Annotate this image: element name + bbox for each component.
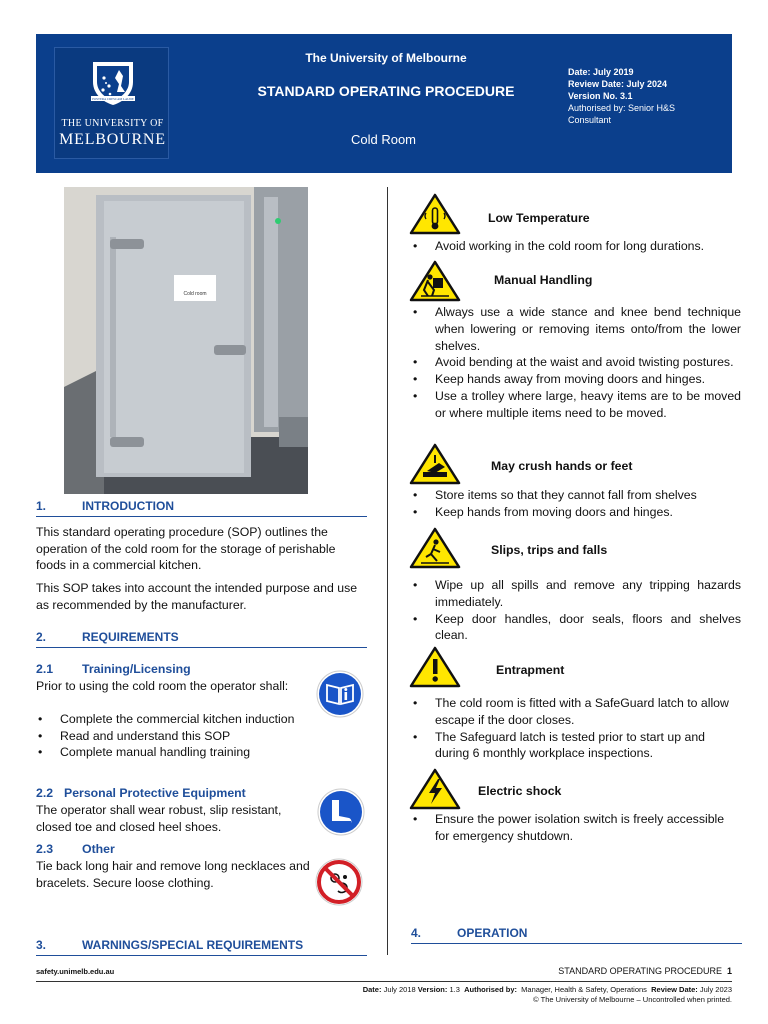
university-logo: [54, 47, 169, 159]
footer-date-label: Date:: [362, 985, 382, 994]
header-version: Version No. 3.1: [568, 91, 633, 101]
subsection-other-heading: [36, 842, 115, 856]
intro-paragraph-1: This standard operating procedure (SOP) outlines the operation of the cold room for the storage of perishable foods in a commercial kitchen.: [36, 525, 336, 572]
subsection-number: 2.1: [36, 662, 54, 676]
section-introduction-heading: [36, 499, 367, 517]
section-number: 3.: [36, 938, 47, 952]
slip-hazard-warning-icon: [409, 527, 461, 569]
low-temperature-list: [411, 238, 741, 255]
footer-doc-type-label: STANDARD OPERATING PROCEDURE: [558, 966, 722, 976]
list-item: • Read and understand this SOP: [36, 728, 316, 745]
crush-list: [411, 487, 741, 521]
header-date: Date: July 2019: [568, 67, 634, 77]
section-title: OPERATION: [457, 926, 528, 940]
other-text: Tie back long hair and remove long necklaces and bracelets. Secure loose clothing.: [36, 859, 310, 890]
intro-paragraph-2: This SOP takes into account the intended purpose and use as recommended by the manufacturer.: [36, 581, 358, 612]
logo-line-1: THE UNIVERSITY OF: [61, 118, 164, 129]
manual-handling-warning-icon: [409, 260, 461, 302]
hazard-title-manual-handling: Manual Handling: [494, 273, 593, 287]
list-item: • Complete the commercial kitchen induction: [36, 711, 316, 728]
footer-copyright: © The University of Melbourne – Uncontrolled when printed.: [533, 995, 732, 1004]
column-divider: [387, 187, 388, 955]
section-title: REQUIREMENTS: [82, 630, 179, 644]
header-banner: [36, 34, 732, 173]
manual-handling-list: [411, 304, 741, 422]
footer-website: safety.unimelb.edu.au: [36, 967, 115, 976]
page-number: 1: [726, 966, 732, 976]
footer-review: July 2023: [699, 985, 732, 994]
list-item: • Complete manual handling training: [36, 744, 316, 761]
hazard-title-crush: May crush hands or feet: [491, 459, 633, 473]
footer-auth-label: Authorised by:: [464, 985, 517, 994]
footer-meta: [300, 985, 732, 1005]
subsection-title: Personal Protective Equipment: [64, 786, 246, 800]
list-item: • Keep door handles, door seals, floors and shelves clean.: [411, 611, 741, 645]
header-review-date: Review Date: July 2024: [568, 79, 668, 89]
list-item: • Keep hands from moving doors and hinges.: [411, 504, 741, 521]
no-jewellery-icon: [315, 858, 363, 906]
subsection-number: 2.3: [36, 842, 54, 856]
hazard-title-slips: Slips, trips and falls: [491, 543, 608, 557]
list-item: • The Safeguard latch is tested prior to start up and during 6 monthly workplace inspections.: [411, 729, 741, 763]
header-meta: [568, 66, 718, 126]
footer-divider: [36, 981, 732, 982]
read-manual-icon: [316, 670, 364, 718]
section-operation-heading: [411, 926, 742, 944]
electric-shock-list: [411, 811, 741, 845]
subsection-training-heading: [36, 662, 191, 676]
list-item: • Avoid working in the cold room for long durations.: [411, 238, 741, 255]
cold-room-photo: [64, 187, 308, 494]
training-list: [36, 711, 316, 761]
hazard-title-electric-shock: Electric shock: [478, 784, 562, 798]
header-authorised: Authorised by: Senior H&S Consultant: [568, 103, 676, 125]
subsection-title: Training/Licensing: [82, 662, 191, 676]
safety-boots-icon: [317, 788, 365, 836]
hazard-title-low-temperature: Low Temperature: [488, 211, 590, 225]
crest-icon: [89, 56, 137, 106]
training-lead: Prior to using the cold room the operator shall:: [36, 679, 289, 693]
header-subject: Cold Room: [350, 132, 417, 147]
section-title: WARNINGS/SPECIAL REQUIREMENTS: [82, 938, 304, 952]
section-warnings-heading: [36, 938, 367, 956]
entrapment-warning-icon: [409, 646, 461, 688]
section-requirements-heading: [36, 630, 367, 648]
header-university: The University of Melbourne: [305, 51, 467, 65]
subsection-number: 2.2: [36, 786, 54, 800]
list-item: • Ensure the power isolation switch is freely accessible for emergency shutdown.: [411, 811, 741, 845]
section-number: 1.: [36, 499, 47, 513]
list-item: • Avoid bending at the waist and avoid twisting postures.: [411, 354, 741, 371]
footer-doc-type: [440, 966, 732, 976]
crush-hazard-warning-icon: [409, 443, 461, 485]
section-number: 4.: [411, 926, 422, 940]
ppe-text: The operator shall wear robust, slip resistant, closed toe and closed heel shoes.: [36, 803, 282, 834]
svg-text:POSTERA CRESCAM LAUDE: POSTERA CRESCAM LAUDE: [92, 97, 134, 101]
list-item: • Store items so that they cannot fall from shelves: [411, 487, 741, 504]
footer-date: July 2018: [383, 985, 416, 994]
header-doc-type: STANDARD OPERATING PROCEDURE: [257, 83, 515, 99]
entrapment-list: [411, 695, 741, 762]
list-item: • Always use a wide stance and knee bend technique when lowering or removing items onto/from the lower shelves.: [411, 304, 741, 354]
footer-review-label: Review Date:: [651, 985, 698, 994]
low-temperature-warning-icon: [409, 193, 461, 235]
list-item: • The cold room is fitted with a SafeGuard latch to allow escape if the door closes.: [411, 695, 741, 729]
subsection-ppe-heading: [36, 786, 246, 800]
subsection-title: Other: [82, 842, 115, 856]
list-item: • Keep hands away from moving doors and hinges.: [411, 371, 741, 388]
logo-line-2: MELBOURNE: [59, 131, 166, 148]
section-number: 2.: [36, 630, 47, 644]
slips-list: [411, 577, 741, 644]
section-title: INTRODUCTION: [82, 499, 174, 513]
list-item: • Use a trolley where large, heavy items are to be moved or where multiple items need to be moved.: [411, 388, 741, 422]
footer-auth: Manager, Health & Safety, Operations: [521, 985, 647, 994]
list-item: • Wipe up all spills and remove any tripping hazards immediately.: [411, 577, 741, 611]
footer-version: 1.3: [449, 985, 460, 994]
electric-shock-warning-icon: [409, 768, 461, 810]
footer-version-label: Version:: [417, 985, 448, 994]
hazard-title-entrapment: Entrapment: [496, 663, 565, 677]
svg-text:Cold room: Cold room: [183, 291, 207, 297]
